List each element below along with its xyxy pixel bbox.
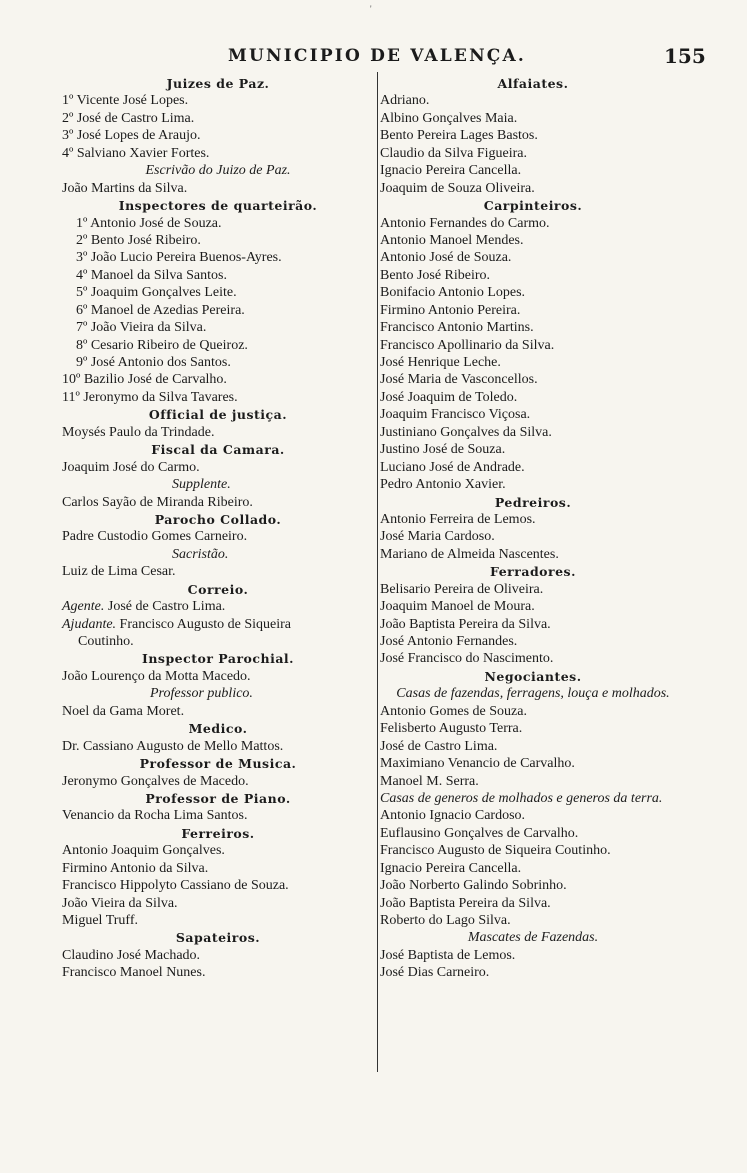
subheading-supplente: Supplente. <box>172 477 231 493</box>
page-header <box>0 44 747 70</box>
section-heading-correio: Correio. <box>187 581 249 597</box>
list-item: Justiniano Gonçalves da Silva. <box>380 424 552 440</box>
section-heading-inspetores: Inspectores de quarteirão. <box>118 198 318 214</box>
list-item: Maximiano Venancio de Carvalho. <box>380 756 575 772</box>
section-heading-alfaiates: Alfaiates. <box>497 76 569 91</box>
list-item: Bento José Ribeiro. <box>380 267 491 283</box>
list-item: Luiz de Lima Cesar. <box>62 564 176 580</box>
ajudante-label: Ajudante. <box>62 616 117 632</box>
section-heading-piano: Professor de Piano. <box>145 790 291 806</box>
list-item: Bento Pereira Lages Bastos. <box>380 128 538 144</box>
list-item: Euflausino Gonçalves de Carvalho. <box>380 825 579 841</box>
section-heading-carpinteiros: Carpinteiros. <box>483 198 583 214</box>
subheading-escrivao: Escrivão do Juizo de Paz. <box>145 163 291 179</box>
page-title: MUNICIPIO DE VALENÇA. <box>228 46 527 66</box>
list-item <box>62 598 374 615</box>
list-item: José Joaquim de Toledo. <box>380 389 518 405</box>
list-item: 7º João Vieira da Silva. <box>76 320 207 336</box>
list-item: José Maria Cardoso. <box>380 529 495 545</box>
list-item: Carlos Sayão de Miranda Ribeiro. <box>62 494 253 510</box>
list-item: João Martins da Silva. <box>62 180 188 196</box>
page-top-mark: ' <box>370 4 372 14</box>
list-item: Albino Gonçalves Maia. <box>380 110 518 126</box>
list-item: Venancio da Rocha Lima Santos. <box>62 808 248 824</box>
list-item: Claudio da Silva Figueira. <box>380 145 527 161</box>
list-item: Antonio Fernandes do Carmo. <box>380 215 550 231</box>
list-item: João Baptista Pereira da Silva. <box>380 616 551 632</box>
section-heading-ferreiros: Ferreiros. <box>181 825 255 841</box>
list-item: Dr. Cassiano Augusto de Mello Mattos. <box>62 738 284 754</box>
list-item: Ignacio Pereira Cancella. <box>380 860 522 876</box>
section-heading-parocho: Parocho Collado. <box>154 511 282 527</box>
list-item: Francisco Augusto de Siqueira Coutinho. <box>380 843 611 859</box>
list-item: Jeronymo Gonçalves de Macedo. <box>62 773 249 789</box>
list-item: Ignacio Pereira Cancella. <box>380 163 522 179</box>
list-item: Antonio Joaquim Gonçalves. <box>62 843 225 859</box>
section-heading-sapateiros: Sapateiros. <box>175 930 261 946</box>
list-item: José Francisco do Nascimento. <box>380 651 554 667</box>
list-item: José Henrique Leche. <box>380 355 501 370</box>
section-heading-ferradores: Ferradores. <box>490 564 576 580</box>
list-item: Miguel Truff. <box>62 913 138 928</box>
list-item: 4º Manoel da Silva Santos. <box>76 267 227 283</box>
list-item: Noel da Gama Moret. <box>62 703 185 719</box>
list-item: 10º Bazilio José de Carvalho. <box>62 372 227 388</box>
list-item: Joaquim Manoel de Moura. <box>380 599 535 615</box>
list-item: 5º Joaquim Gonçalves Leite. <box>76 285 237 301</box>
list-item: Belisario Pereira de Oliveira. <box>380 581 544 597</box>
list-item: Mariano de Almeida Nascentes. <box>380 546 559 562</box>
list-item: Moysés Paulo da Trindade. <box>62 424 215 440</box>
list-item: Manoel M. Serra. <box>380 773 479 789</box>
list-item-continuation: Coutinho. <box>78 634 134 649</box>
ajudante-name: Francisco Augusto de Siqueira <box>119 616 292 632</box>
list-item: Francisco Hippolyto Cassiano de Souza. <box>62 878 289 894</box>
section-heading-pedreiros: Pedreiros. <box>494 494 572 510</box>
list-item: Francisco Manoel Nunes. <box>62 965 206 981</box>
list-item: Luciano José de Andrade. <box>380 459 525 475</box>
subheading-mascates: Mascates de Fazendas. <box>467 930 599 946</box>
list-item: Adriano. <box>380 93 430 109</box>
list-item: Antonio Manoel Mendes. <box>380 232 524 248</box>
page-number: 155 <box>664 44 706 68</box>
agente-name: José de Castro Lima. <box>107 599 226 615</box>
list-item: Joaquim José do Carmo. <box>62 459 200 475</box>
list-item: Joaquim Francisco Viçosa. <box>380 407 531 423</box>
section-heading-musica: Professor de Musica. <box>139 756 297 772</box>
list-item: José Maria de Vasconcellos. <box>380 372 538 388</box>
list-item: Felisberto Augusto Terra. <box>380 721 523 737</box>
list-item: José Dias Carneiro. <box>380 965 490 981</box>
list-item: Roberto do Lago Silva. <box>380 913 511 929</box>
list-item: 1º Vicente José Lopes. <box>62 93 189 109</box>
list-item: 9º José Antonio dos Santos. <box>76 355 231 370</box>
column-divider <box>377 72 378 1072</box>
list-item: Firmino Antonio Pereira. <box>380 302 521 318</box>
list-item: Joaquim de Souza Oliveira. <box>380 180 535 196</box>
list-item: José de Castro Lima. <box>380 738 498 754</box>
list-item: Francisco Apollinario da Silva. <box>380 337 555 353</box>
list-item: João Norberto Galindo Sobrinho. <box>380 878 567 894</box>
list-item: Justino José de Souza. <box>380 442 506 458</box>
left-column <box>62 75 374 982</box>
list-item: Padre Custodio Gomes Carneiro. <box>62 529 248 545</box>
section-heading-official: Official de justiça. <box>148 407 288 423</box>
subheading-professor: Professor publico. <box>150 686 253 702</box>
list-item: João Baptista Pereira da Silva. <box>380 895 551 911</box>
list-item: 3º José Lopes de Araujo. <box>62 128 201 144</box>
list-item: 11º Jeronymo da Silva Tavares. <box>62 389 238 405</box>
list-item: Antonio Ignacio Cardoso. <box>380 808 526 824</box>
subheading-casas-generos: Casas de generos de molhados e generos da terra. <box>380 790 663 806</box>
list-item: João Vieira da Silva. <box>62 895 178 911</box>
list-item: 6º Manoel de Azedias Pereira. <box>76 302 245 318</box>
agente-label: Agente. <box>62 599 105 615</box>
list-item: Antonio Ferreira de Lemos. <box>380 511 536 527</box>
section-heading-negociantes: Negociantes. <box>484 668 582 684</box>
subheading-sacristao: Sacristão. <box>172 546 229 562</box>
list-item: 8º Cesario Ribeiro de Queiroz. <box>76 337 248 353</box>
right-column <box>380 75 686 982</box>
list-item: Pedro Antonio Xavier. <box>380 477 506 493</box>
list-item: 1º Antonio José de Souza. <box>76 215 222 231</box>
list-item: 3º João Lucio Pereira Buenos-Ayres. <box>76 250 282 266</box>
list-item: José Baptista de Lemos. <box>380 947 516 963</box>
section-heading-juizes: Juizes de Paz. <box>166 76 270 91</box>
list-item: Antonio José de Souza. <box>380 250 512 266</box>
list-item: Claudino José Machado. <box>62 947 201 963</box>
list-item: 2º Bento José Ribeiro. <box>76 232 201 248</box>
list-item: Bonifacio Antonio Lopes. <box>380 285 526 301</box>
list-item: João Lourenço da Motta Macedo. <box>62 668 251 684</box>
list-item <box>62 616 374 633</box>
list-item: 4º Salviano Xavier Fortes. <box>62 145 210 161</box>
section-heading-medico: Medico. <box>188 721 248 737</box>
section-heading-fiscal: Fiscal da Camara. <box>151 442 285 458</box>
list-item: Firmino Antonio da Silva. <box>62 860 209 876</box>
list-item: Francisco Antonio Martins. <box>380 320 534 336</box>
list-item: José Antonio Fernandes. <box>380 634 518 649</box>
list-item: 2º José de Castro Lima. <box>62 110 195 126</box>
subheading-casas-fazendas: Casas de fazendas, ferragens, louça e molhados. <box>396 686 670 702</box>
list-item: Antonio Gomes de Souza. <box>380 703 527 719</box>
section-heading-inspector-parochial: Inspector Parochial. <box>141 651 295 667</box>
